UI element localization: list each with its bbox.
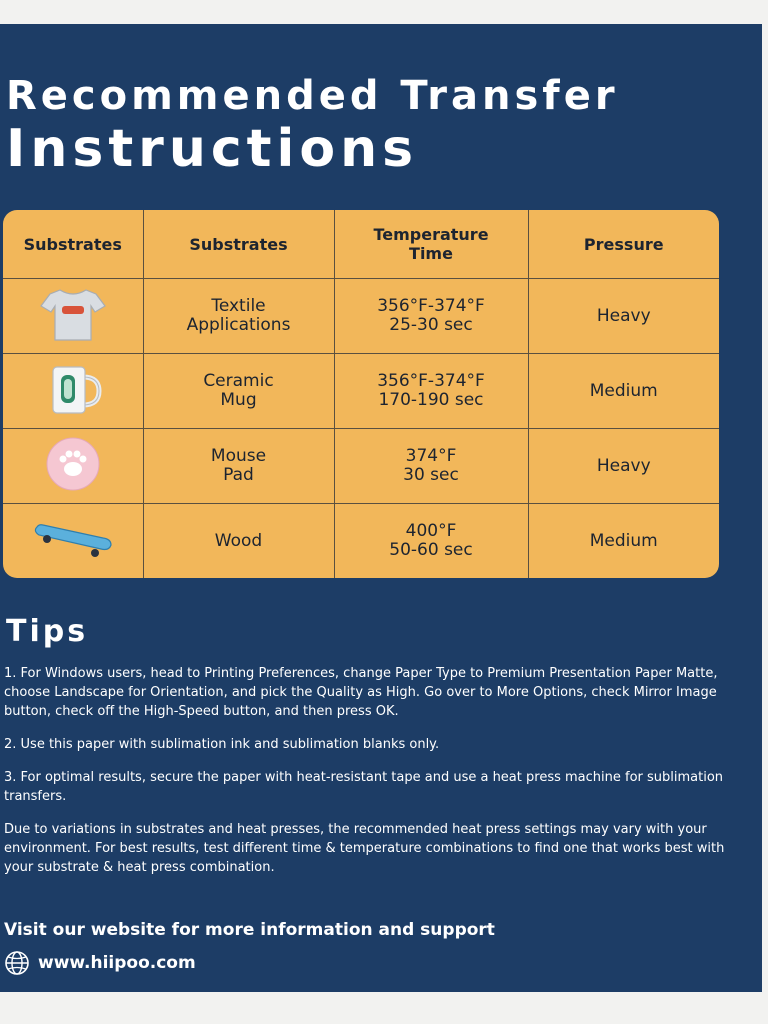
pressure-value: Medium (528, 354, 719, 429)
temperature-time: 356°F-374°F 25-30 sec (334, 279, 528, 354)
temperature-time: 400°F 50-60 sec (334, 504, 528, 579)
row-icon-cell (3, 354, 143, 429)
temperature-time: 374°F 30 sec (334, 429, 528, 504)
tip-item: 3. For optimal results, secure the paper with heat-resistant tape and use a heat press machine for sublimation transfers. (4, 770, 724, 804)
header-pressure: Pressure (528, 210, 719, 279)
tshirt-icon (38, 284, 108, 344)
substrate-name: Mouse Pad (143, 429, 334, 504)
pressure-value: Heavy (528, 429, 719, 504)
row-icon-cell (3, 504, 143, 579)
row-icon-cell (3, 279, 143, 354)
table-row (3, 504, 719, 579)
table-row (3, 429, 719, 504)
substrate-name: Wood (143, 504, 334, 579)
mug-icon (41, 359, 105, 419)
table-row (3, 279, 719, 354)
substrate-name: Ceramic Mug (143, 354, 334, 429)
page-title-line-2: Instructions (6, 119, 419, 179)
visit-website-text: Visit our website for more information and support (4, 920, 495, 940)
temperature-time: 356°F-374°F 170-190 sec (334, 354, 528, 429)
mouse-pad-icon (43, 434, 103, 494)
tip-item: 2. Use this paper with sublimation ink and sublimation blanks only. (4, 737, 440, 752)
tip-item: Due to variations in substrates and heat presses, the recommended heat press settings may vary with your environment. For best results, test different time & temperature combinations to find one that works best with your substrate & heat press combination. (4, 822, 725, 875)
globe-icon (4, 950, 30, 976)
tip-item: 1. For Windows users, head to Printing Preferences, change Paper Type to Premium Presentation Paper Matte, choose Landscape for Orientation, and pick the Quality as High. Go over to More Options, check Mirror Image button, check off the High-Speed button, and then press OK. (4, 666, 718, 719)
row-icon-cell (3, 429, 143, 504)
instruction-panel (0, 24, 762, 992)
tips-title: Tips (6, 614, 89, 649)
table-row (3, 354, 719, 429)
table-header-row (3, 210, 719, 279)
pressure-value: Medium (528, 504, 719, 579)
transfer-table (3, 210, 719, 578)
header-substrates-image: Substrates (3, 210, 143, 279)
website-link[interactable] (4, 950, 196, 976)
header-temperature-time: Temperature Time (334, 210, 528, 279)
skateboard-icon (31, 517, 115, 561)
substrate-name: Textile Applications (143, 279, 334, 354)
header-substrates: Substrates (143, 210, 334, 279)
pressure-value: Heavy (528, 279, 719, 354)
website-url[interactable]: www.hiipoo.com (38, 953, 196, 973)
page-title-line-1: Recommended Transfer (6, 73, 619, 119)
tips-list (4, 664, 744, 891)
